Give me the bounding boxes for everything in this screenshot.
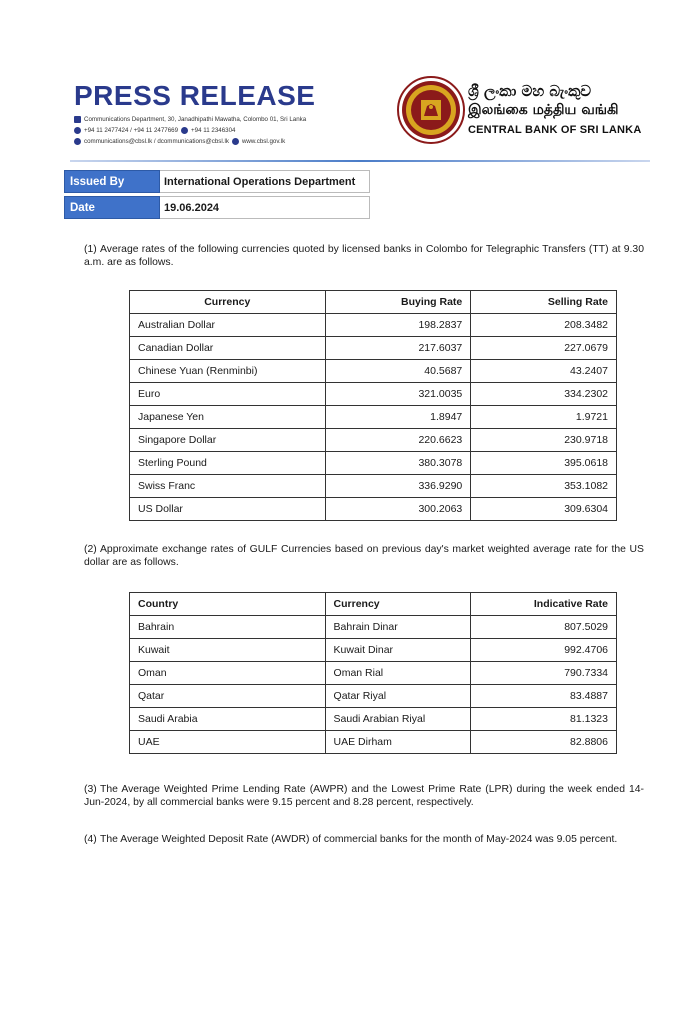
cbsl-seal-icon — [397, 76, 465, 144]
table-row — [130, 662, 617, 685]
table-cell: Canadian Dollar — [130, 337, 326, 360]
table-cell: 217.6037 — [325, 337, 471, 360]
location-icon — [74, 116, 81, 123]
email-icon — [74, 138, 81, 145]
section-1-text — [84, 243, 644, 269]
table-cell: 40.5687 — [325, 360, 471, 383]
table-cell: 82.8806 — [471, 731, 617, 754]
issued-by-label: Issued By — [64, 170, 160, 193]
address-line — [74, 116, 306, 123]
press-release-header — [70, 76, 650, 158]
date-value: 19.06.2024 — [160, 196, 370, 219]
fax-text: +94 11 2346304 — [191, 127, 236, 134]
table-cell: Kuwait — [130, 639, 326, 662]
phone-icon — [74, 127, 81, 134]
section-4-text — [84, 833, 644, 846]
table-cell: Chinese Yuan (Renminbi) — [130, 360, 326, 383]
table-cell: 992.4706 — [471, 639, 617, 662]
table-cell: Singapore Dollar — [130, 429, 326, 452]
press-release-title: PRESS RELEASE — [74, 80, 316, 111]
table-cell: Oman — [130, 662, 326, 685]
table-cell: 198.2837 — [325, 314, 471, 337]
table-cell: Australian Dollar — [130, 314, 326, 337]
table-cell: Bahrain Dinar — [325, 616, 471, 639]
bank-name-english: CENTRAL BANK OF SRI LANKA — [468, 124, 642, 136]
table-cell: 321.0035 — [325, 383, 471, 406]
table-cell: 395.0618 — [471, 452, 617, 475]
phone-text: +94 11 2477424 / +94 11 2477669 — [84, 127, 179, 134]
table-cell: UAE — [130, 731, 326, 754]
table-row — [130, 337, 617, 360]
table-cell: Swiss Franc — [130, 475, 326, 498]
table-cell: 220.6623 — [325, 429, 471, 452]
section-3 — [84, 783, 644, 809]
table-cell: 300.2063 — [325, 498, 471, 521]
table-cell: 334.2302 — [471, 383, 617, 406]
issued-by-value: International Operations Department — [160, 170, 370, 193]
header-divider — [70, 160, 650, 162]
tt-rates-table — [129, 290, 617, 521]
table-row — [130, 639, 617, 662]
phone-line — [74, 127, 236, 134]
table-cell: Oman Rial — [325, 662, 471, 685]
table-cell: 83.4887 — [471, 685, 617, 708]
table-cell: Kuwait Dinar — [325, 639, 471, 662]
section-3-body: The Average Weighted Prime Lending Rate (AWPR) and the Lowest Prime Rate (LPR) during the week ended 14-Jun-2024, by all commercial banks were 9.15 percent and 8.28 percent, respectively. — [84, 784, 644, 808]
column-header: Country — [130, 593, 326, 616]
contact-web-line — [74, 138, 285, 145]
table-row — [130, 429, 617, 452]
gulf-rates-table — [129, 592, 617, 754]
section-1 — [84, 243, 644, 269]
table-row — [130, 708, 617, 731]
email-text: communications@cbsl.lk / dcommunications@cbsl.lk — [84, 138, 229, 145]
section-4 — [84, 833, 644, 846]
table-row — [130, 685, 617, 708]
table-row — [130, 498, 617, 521]
section-4-body: The Average Weighted Deposit Rate (AWDR) of commercial banks for the month of May-2024 was 9.05 percent. — [100, 834, 618, 845]
section-4-number: (4) — [84, 834, 97, 845]
table-cell: 81.1323 — [471, 708, 617, 731]
column-header: Currency — [130, 291, 326, 314]
table-row — [130, 383, 617, 406]
issued-by-row — [64, 170, 370, 193]
table-cell: 1.9721 — [471, 406, 617, 429]
section-3-text — [84, 783, 644, 809]
table-row — [130, 360, 617, 383]
table-row — [130, 314, 617, 337]
section-1-body: Average rates of the following currencies quoted by licensed banks in Colombo for Telegraphic Transfers (TT) at 9.30 a.m. are as follows. — [84, 244, 644, 268]
column-header: Currency — [325, 593, 471, 616]
release-info — [64, 170, 370, 222]
column-header: Indicative Rate — [471, 593, 617, 616]
section-2-number: (2) — [84, 544, 97, 555]
section-2 — [84, 543, 644, 569]
table-cell: Bahrain — [130, 616, 326, 639]
date-label: Date — [64, 196, 160, 219]
fax-icon — [181, 127, 188, 134]
table-cell: 1.8947 — [325, 406, 471, 429]
bank-name-sinhala: ශ්‍රී ලංකා මහ බැංකුව — [468, 82, 592, 100]
table-cell: US Dollar — [130, 498, 326, 521]
section-3-number: (3) — [84, 784, 97, 795]
table-cell: 336.9290 — [325, 475, 471, 498]
table-cell: Qatar — [130, 685, 326, 708]
table-cell: Saudi Arabian Riyal — [325, 708, 471, 731]
table-cell: 43.2407 — [471, 360, 617, 383]
website-text: www.cbsl.gov.lk — [241, 138, 286, 145]
table-row — [130, 616, 617, 639]
table-cell: Sterling Pound — [130, 452, 326, 475]
table-header-row — [130, 593, 617, 616]
table-cell: Qatar Riyal — [325, 685, 471, 708]
table-cell: 807.5029 — [471, 616, 617, 639]
table-row — [130, 406, 617, 429]
section-1-number: (1) — [84, 244, 97, 255]
bank-names — [468, 82, 648, 136]
address-text: Communications Department, 30, Janadhipathi Mawatha, Colombo 01, Sri Lanka — [84, 116, 307, 123]
table-row — [130, 731, 617, 754]
web-icon — [232, 138, 239, 145]
date-row — [64, 196, 370, 219]
table-cell: Japanese Yen — [130, 406, 326, 429]
table-cell: 380.3078 — [325, 452, 471, 475]
table-cell: UAE Dirham — [325, 731, 471, 754]
table-cell: 790.7334 — [471, 662, 617, 685]
bank-name-tamil: இலங்கை மத்திய வங்கி — [468, 102, 619, 118]
table-header-row — [130, 291, 617, 314]
section-2-text — [84, 543, 644, 569]
table-cell: 353.1082 — [471, 475, 617, 498]
table-cell: Saudi Arabia — [130, 708, 326, 731]
table-row — [130, 452, 617, 475]
table-cell: 230.9718 — [471, 429, 617, 452]
column-header: Selling Rate — [471, 291, 617, 314]
table-cell: 208.3482 — [471, 314, 617, 337]
section-2-body: Approximate exchange rates of GULF Currencies based on previous day's market weighted average rate for the US dollar are as follows. — [84, 544, 644, 568]
column-header: Buying Rate — [325, 291, 471, 314]
table-row — [130, 475, 617, 498]
table-cell: 227.0679 — [471, 337, 617, 360]
table-cell: 309.6304 — [471, 498, 617, 521]
table-cell: Euro — [130, 383, 326, 406]
